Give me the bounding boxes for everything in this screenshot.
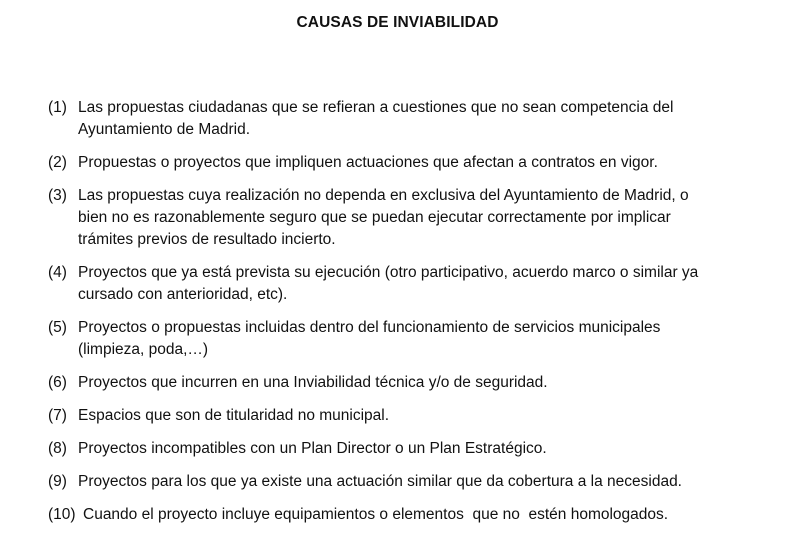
list-item-7 <box>48 405 768 427</box>
item-text-line: Cuando el proyecto incluye equipamientos o elementos que no estén homologados. <box>83 506 669 523</box>
item-text-line: Proyectos que ya está prevista su ejecución (otro participativo, acuerdo marco o similar ya <box>78 264 699 281</box>
item-text-line: Proyectos incompatibles con un Plan Director o un Plan Estratégico. <box>78 440 547 457</box>
item-text-line: Proyectos o propuestas incluidas dentro del funcionamiento de servicios municipales <box>78 319 661 336</box>
item-number: (10) <box>48 506 76 523</box>
list-item-3 <box>48 185 768 251</box>
item-text-line: trámites previos de resultado incierto. <box>78 231 336 248</box>
list-item-2 <box>48 152 768 174</box>
item-number: (2) <box>48 154 67 171</box>
item-text-line: (limpieza, poda,…) <box>78 341 209 358</box>
item-text-line: Las propuestas ciudadanas que se refieran a cuestiones que no sean competencia del <box>78 99 674 116</box>
item-text-line: Espacios que son de titularidad no municipal. <box>78 407 390 424</box>
item-text-line: Proyectos para los que ya existe una actuación similar que da cobertura a la necesidad. <box>78 473 682 490</box>
list-item-5 <box>48 317 768 361</box>
causes-list <box>48 97 768 537</box>
item-text-line: Ayuntamiento de Madrid. <box>78 121 251 138</box>
item-text-line: Propuestas o proyectos que impliquen actuaciones que afectan a contratos en vigor. <box>78 154 658 171</box>
list-item-10 <box>48 504 768 526</box>
item-number: (3) <box>48 187 67 204</box>
item-number: (4) <box>48 264 67 281</box>
item-number: (8) <box>48 440 67 457</box>
item-text-line: bien no es razonablemente seguro que se puedan ejecutar correctamente por implicar <box>78 209 671 226</box>
item-text-line: Las propuestas cuya realización no dependa en exclusiva del Ayuntamiento de Madrid, o <box>78 187 689 204</box>
list-item-6 <box>48 372 768 394</box>
item-text-line: cursado con anterioridad, etc). <box>78 286 288 303</box>
item-number: (5) <box>48 319 67 336</box>
item-number: (6) <box>48 374 67 391</box>
list-item-8 <box>48 438 768 460</box>
item-number: (7) <box>48 407 67 424</box>
list-item-4 <box>48 262 768 306</box>
document-title: CAUSAS DE INVIABILIDAD <box>296 14 499 31</box>
list-item-1 <box>48 97 768 141</box>
list-item-9 <box>48 471 768 493</box>
item-number: (9) <box>48 473 67 490</box>
item-number: (1) <box>48 99 67 116</box>
item-text-line: Proyectos que incurren en una Inviabilidad técnica y/o de seguridad. <box>78 374 548 391</box>
